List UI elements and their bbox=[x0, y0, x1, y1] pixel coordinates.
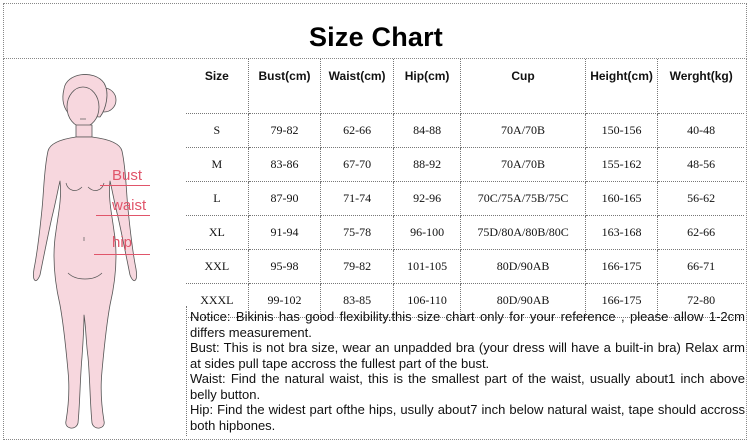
table-cell: 62-66 bbox=[321, 113, 394, 147]
size-table bbox=[186, 59, 744, 318]
hip-pointer-line bbox=[94, 254, 150, 255]
table-cell: 75D/80A/80B/80C bbox=[461, 215, 585, 249]
table-cell: 72-80 bbox=[658, 283, 744, 317]
header-bust: Bust(cm) bbox=[248, 59, 321, 113]
table-cell: 70A/70B bbox=[461, 147, 585, 181]
waist-note: Waist: Find the natural waist, this is the smallest part of the waist, usually about1 inch above belly button. bbox=[190, 371, 745, 402]
waist-label: waist bbox=[112, 197, 147, 214]
table-cell: 83-85 bbox=[321, 283, 394, 317]
hip-note: Hip: Find the widest part ofthe hips, usully about7 inch below natural waist, tape should accross both hipbones. bbox=[190, 402, 745, 433]
page-title: Size Chart bbox=[308, 22, 444, 52]
table-cell: 66-71 bbox=[658, 249, 744, 283]
table-cell: 83-86 bbox=[248, 147, 321, 181]
table-cell: 155-162 bbox=[585, 147, 658, 181]
table-row bbox=[186, 215, 744, 249]
table-cell: S bbox=[186, 113, 248, 147]
table-cell: 96-100 bbox=[393, 215, 460, 249]
table-cell: 71-74 bbox=[321, 181, 394, 215]
table-cell: 166-175 bbox=[585, 249, 658, 283]
table-row bbox=[186, 113, 744, 147]
table-cell: 75-78 bbox=[321, 215, 394, 249]
table-cell: 80D/90AB bbox=[461, 249, 585, 283]
table-cell: 166-175 bbox=[585, 283, 658, 317]
table-cell: 62-66 bbox=[658, 215, 744, 249]
table-cell: 88-92 bbox=[393, 147, 460, 181]
bust-label: Bust bbox=[112, 167, 143, 184]
hip-label: hip bbox=[112, 234, 133, 251]
table-cell: 101-105 bbox=[393, 249, 460, 283]
table-cell: 163-168 bbox=[585, 215, 658, 249]
table-cell: 79-82 bbox=[248, 113, 321, 147]
table-cell: XXXL bbox=[186, 283, 248, 317]
header-waist: Waist(cm) bbox=[321, 59, 394, 113]
notice-note: Notice: Bikinis has good flexibility.this size chart only for your reference , please allow 1-2cm differs measurement. bbox=[190, 309, 745, 340]
face bbox=[67, 87, 99, 127]
header-hip: Hip(cm) bbox=[393, 59, 460, 113]
table-row bbox=[186, 181, 744, 215]
table-cell: 40-48 bbox=[658, 113, 744, 147]
bust-note: Bust: This is not bra size, wear an unpadded bra (your dress will have a built-in bra) Relax arm at sides pull tape accross the fullest part of the bust. bbox=[190, 340, 745, 371]
table-cell: 80D/90AB bbox=[461, 283, 585, 317]
table-header-row bbox=[186, 59, 744, 113]
notes-section bbox=[186, 306, 745, 436]
header-cup: Cup bbox=[461, 59, 585, 113]
female-body-figure bbox=[4, 59, 184, 439]
table-cell: XL bbox=[186, 215, 248, 249]
header-size: Size bbox=[186, 59, 248, 113]
title-box bbox=[3, 3, 747, 57]
table-row bbox=[186, 249, 744, 283]
table-cell: XXL bbox=[186, 249, 248, 283]
header-weight: Werght(kg) bbox=[658, 59, 744, 113]
bust-pointer-line bbox=[100, 185, 150, 186]
table-cell: 48-56 bbox=[658, 147, 744, 181]
table-cell: L bbox=[186, 181, 248, 215]
table-cell: M bbox=[186, 147, 248, 181]
table-cell: 67-70 bbox=[321, 147, 394, 181]
body-figure-panel bbox=[4, 59, 184, 439]
table-row bbox=[186, 147, 744, 181]
table-cell: 87-90 bbox=[248, 181, 321, 215]
table-cell: 70C/75A/75B/75C bbox=[461, 181, 585, 215]
table-cell: 99-102 bbox=[248, 283, 321, 317]
table-cell: 56-62 bbox=[658, 181, 744, 215]
waist-pointer-line bbox=[96, 215, 150, 216]
header-height: Height(cm) bbox=[585, 59, 658, 113]
table-cell: 95-98 bbox=[248, 249, 321, 283]
table-cell: 92-96 bbox=[393, 181, 460, 215]
table-cell: 84-88 bbox=[393, 113, 460, 147]
table-cell: 106-110 bbox=[393, 283, 460, 317]
table-cell: 160-165 bbox=[585, 181, 658, 215]
table-cell: 79-82 bbox=[321, 249, 394, 283]
table-cell: 70A/70B bbox=[461, 113, 585, 147]
neck bbox=[76, 125, 92, 137]
table-cell: 91-94 bbox=[248, 215, 321, 249]
table-cell: 150-156 bbox=[585, 113, 658, 147]
